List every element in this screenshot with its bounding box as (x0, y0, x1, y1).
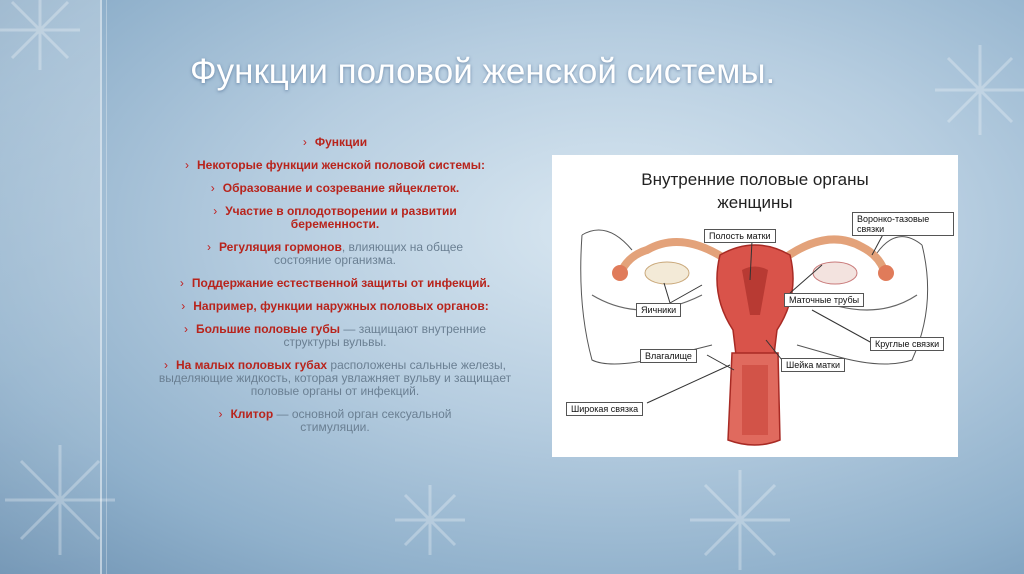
bullet-marker: › (183, 322, 188, 336)
bullet-emph: На малых половых губах (175, 358, 328, 372)
label-ovaries: Яичники (636, 303, 681, 317)
bullet-marker: › (185, 158, 189, 172)
diagram-title-line: женщины (717, 193, 793, 212)
bullet-emph: Большие половые губы (195, 322, 341, 336)
slide-title: Функции половой женской системы. (190, 52, 776, 91)
anatomy-diagram (552, 155, 958, 457)
right-ovary (813, 262, 857, 284)
bullet-emph: Некоторые функции женской половой системы: (197, 158, 485, 172)
diagram-title-line: Внутренние половые органы (641, 170, 869, 189)
label-broad-ligament: Широкая связка (566, 402, 643, 416)
bullet-emph: Регуляция гормонов (218, 240, 342, 254)
label-cervix: Шейка матки (781, 358, 845, 372)
left-ovary (645, 262, 689, 284)
bullet-marker: › (210, 181, 215, 195)
bullet-text: расположены сальные железы, выделяющие жидкость, которая увлажняет вульву и защищает половые органы от инфекций. (158, 358, 512, 398)
right-fimbriae (878, 265, 894, 281)
vaginal-canal (742, 365, 768, 435)
bullet-marker: › (179, 276, 184, 290)
bullet-text: — защищают внутренние структуры вульвы. (283, 322, 487, 349)
bullet-emph: Участие в оплодотворении и развитии беременности. (225, 204, 457, 231)
bullet-item (130, 159, 540, 172)
label-fallopian-tubes: Маточные трубы (784, 293, 864, 307)
bullet-marker: › (206, 240, 211, 254)
bullet-marker: › (213, 204, 218, 218)
bullet-marker: › (163, 358, 168, 372)
bullet-emph: Например, функции наружных половых органов: (193, 299, 489, 313)
label-uterine-cavity: Полость матки (704, 229, 776, 243)
left-fimbriae (612, 265, 628, 281)
bullet-marker: › (218, 407, 223, 421)
bullet-marker: › (181, 299, 186, 313)
label-vagina: Влагалище (640, 349, 697, 363)
bullet-emph: Образование и созревание яйцеклеток. (222, 181, 460, 195)
bullet-item (130, 323, 540, 349)
bullet-text: , влияющих на общее состояние организма. (274, 240, 464, 267)
bullet-item (130, 408, 540, 434)
bullet-item (130, 136, 540, 149)
bullet-item (130, 277, 540, 290)
label-infundibulopelvic: Воронко-тазовые связки (852, 212, 954, 236)
bullet-emph: Клитор (230, 407, 274, 421)
bullet-text: — основной орган сексуальной стимуляции. (273, 407, 452, 434)
bullet-emph: Функции (314, 135, 368, 149)
bullet-item (130, 182, 540, 195)
label-round-ligaments: Круглые связки (870, 337, 944, 351)
bullet-list (130, 136, 540, 444)
bullet-emph: Поддержание естественной защиты от инфекций. (191, 276, 491, 290)
bullet-marker: › (302, 135, 307, 149)
bullet-item (130, 241, 540, 267)
bullet-item (130, 300, 540, 313)
bullet-item (130, 205, 540, 231)
bullet-item (130, 359, 540, 398)
